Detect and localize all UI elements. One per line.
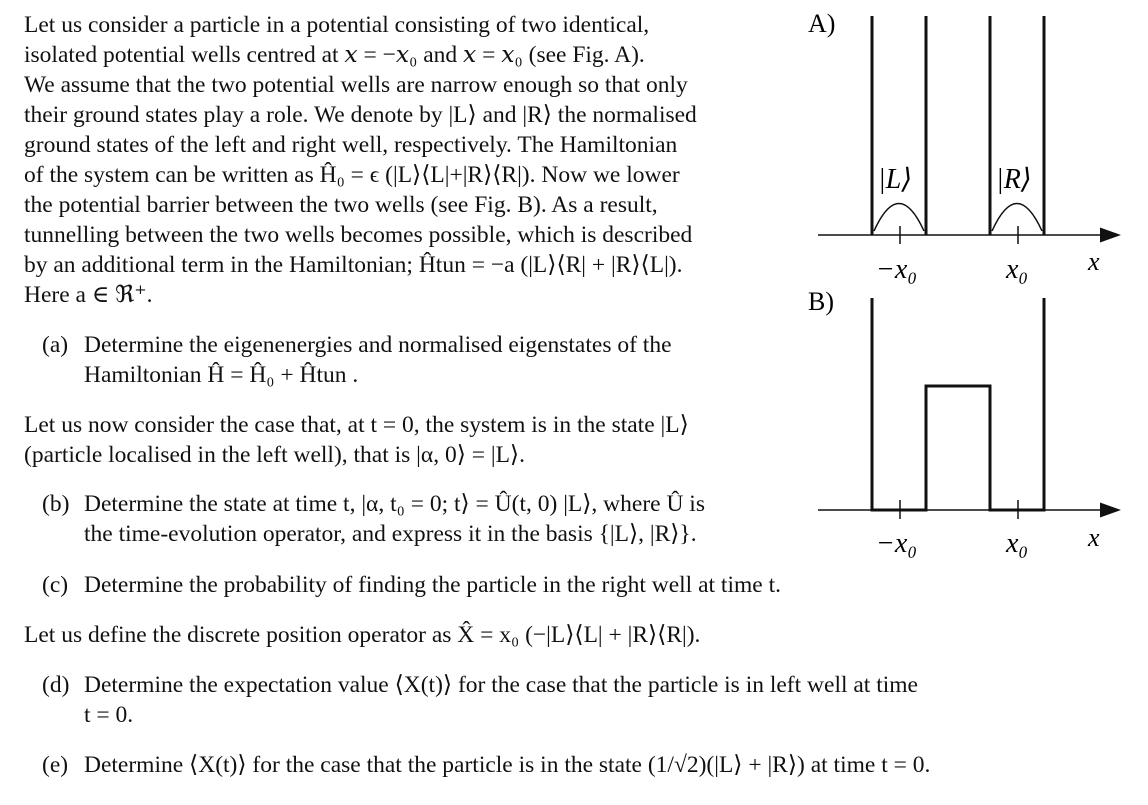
question-d xyxy=(42,670,918,730)
middle-line: Let us now consider the case that, at t = 0, the system is in the state |L⟩ xyxy=(24,412,689,438)
potential-wells-figure xyxy=(806,6,1126,566)
middle-line: (particle localised in the left well), that is |α, 0⟩ = |L⟩. xyxy=(24,442,525,468)
question-e xyxy=(42,750,930,780)
question-text: Determine the expectation value ⟨X(t)⟩ for the case that the particle is in left well at time xyxy=(84,672,918,698)
panel-a-wells xyxy=(872,16,1044,235)
panel-a-label: A) xyxy=(808,9,836,38)
axis-label: x xyxy=(1088,523,1100,552)
question-text: the time-evolution operator, and express it in the basis {|L⟩, |R⟩}. xyxy=(84,521,697,547)
axis-label: x xyxy=(1088,247,1100,276)
intro-line: the potential barrier between the two wells (see Fig. B). As a result, xyxy=(24,192,658,218)
intro-paragraph xyxy=(24,10,776,310)
question-text: Determine the eigenenergies and normalised eigenstates of the xyxy=(84,332,672,358)
question-b xyxy=(42,489,705,549)
intro-line: of the system can be written as Ĥ₀ = ϵ (|L⟩⟨L|+|R⟩⟨R|). Now we lower xyxy=(24,162,680,188)
question-label: (b) xyxy=(42,491,70,517)
tick-label-right: x₀ xyxy=(1006,528,1029,559)
intro-line: Here a ∈ ℜ⁺. xyxy=(24,282,153,308)
question-text: Determine ⟨X(t)⟩ for the case that the particle is in the state (1/√2)(|L⟩ + |R⟩) at time t = 0. xyxy=(84,752,931,778)
intro-line: ground states of the left and right well, respectively. The Hamiltonian xyxy=(24,132,678,158)
state-right-label: |R⟩ xyxy=(996,164,1032,195)
intro-line: isolated potential wells centred at 𝑥 = −𝑥₀ and 𝑥 = 𝑥₀ (see Fig. A). xyxy=(24,42,645,68)
question-text: Determine the state at time t, |α, t₀ = 0; t⟩ = Û(t, 0) |L⟩, where Û is xyxy=(84,491,705,517)
panel-b-label: B) xyxy=(808,287,834,316)
panel-b-potential xyxy=(872,298,1044,510)
question-text: Hamiltonian Ĥ = Ĥ₀ + Ĥtun . xyxy=(84,362,359,388)
question-label: (e) xyxy=(42,752,69,778)
question-a xyxy=(42,330,672,390)
define-line: Let us define the discrete position operator as X̂ = x₀ (−|L⟩⟨L| + |R⟩⟨R|). xyxy=(24,622,701,648)
intro-line: Let us consider a particle in a potential consisting of two identical, xyxy=(24,12,650,38)
tick-label-left: −x₀ xyxy=(876,528,918,559)
question-label: (c) xyxy=(42,572,69,598)
intro-line: We assume that the two potential wells are narrow enough so that only xyxy=(24,72,688,98)
tick-label-right: x₀ xyxy=(1006,254,1029,285)
question-label: (d) xyxy=(42,672,70,698)
question-text: t = 0. xyxy=(84,702,134,728)
intro-line: tunnelling between the two wells becomes possible, which is described xyxy=(24,222,693,248)
state-left-label: |L⟩ xyxy=(878,164,913,195)
question-text: Determine the probability of finding the particle in the right well at time t. xyxy=(84,572,781,598)
panel-a-ground-state-curves xyxy=(874,204,1042,232)
define-paragraph xyxy=(24,620,1124,650)
question-label: (a) xyxy=(42,332,69,358)
question-c xyxy=(42,570,781,600)
intro-line: their ground states play a role. We denote by |L⟩ and |R⟩ the normalised xyxy=(24,102,697,128)
intro-line: by an additional term in the Hamiltonian; Ĥtun = −a (|L⟩⟨R| + |R⟩⟨L|). xyxy=(24,252,683,278)
middle-paragraph xyxy=(24,410,776,470)
tick-label-left: −x₀ xyxy=(876,254,918,285)
